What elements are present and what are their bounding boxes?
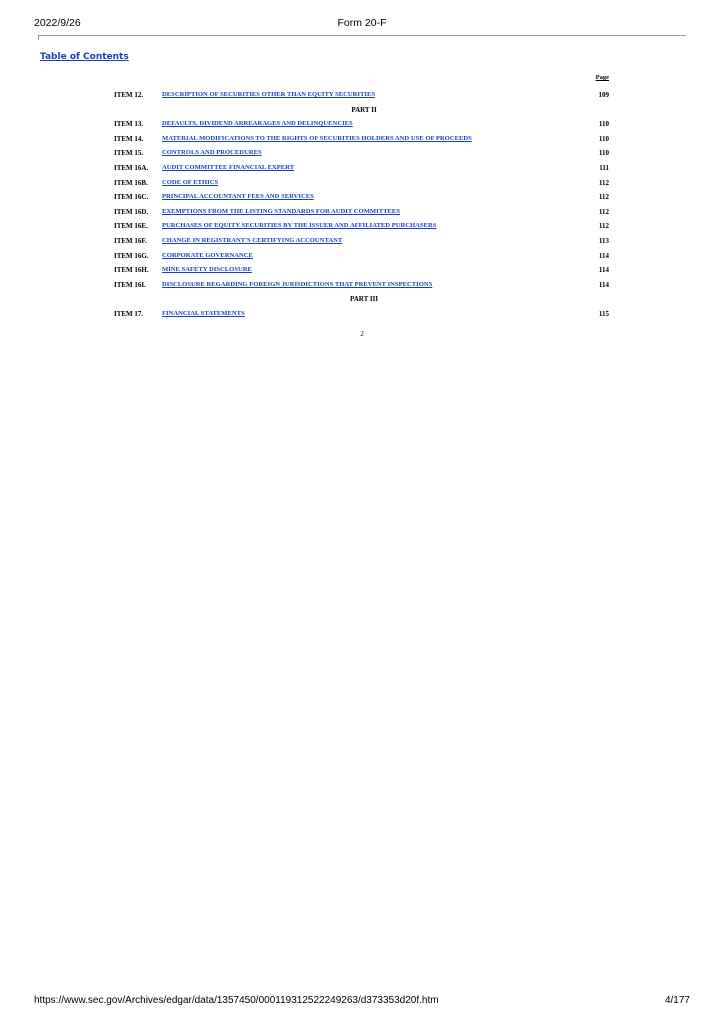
toc-item-link[interactable]: EXEMPTIONS FROM THE LISTING STANDARDS FOR AUDIT COMMITTEES	[162, 207, 400, 215]
toc-item-link[interactable]: PRINCIPAL ACCOUNTANT FEES AND SERVICES	[162, 193, 314, 201]
toc-row	[114, 278, 614, 293]
toc-row	[114, 205, 614, 220]
toc-item-link[interactable]: PURCHASES OF EQUITY SECURITIES BY THE ISSUER AND AFFILIATED PURCHASERS	[162, 222, 437, 230]
print-date: 2022/9/26	[34, 17, 81, 29]
toc-item-link[interactable]: MINE SAFETY DISCLOSURE	[162, 266, 252, 274]
toc-item-link[interactable]: DISCLOSURE REGARDING FOREIGN JURISDICTIONS THAT PREVENT INSPECTIONS	[162, 280, 433, 288]
toc-page-number: 114	[598, 266, 609, 275]
toc-page-number: 112	[598, 193, 609, 202]
page-heading-label: Page	[595, 74, 609, 81]
toc-item-number: ITEM 16B.	[114, 178, 148, 187]
table-of-contents-link[interactable]: Table of Contents	[40, 52, 129, 62]
toc-item-link[interactable]: CODE OF ETHICS	[162, 178, 219, 186]
toc-page-number: 110	[598, 134, 609, 143]
toc-page-number: 109	[598, 91, 609, 99]
part-heading: PART II	[351, 105, 377, 114]
toc-item-link[interactable]: FINANCIAL STATEMENTS	[162, 309, 245, 317]
toc-item-link[interactable]: CONTROLS AND PROCEDURES	[162, 149, 262, 157]
toc-row	[114, 190, 614, 205]
toc-page-number: 110	[598, 149, 609, 158]
toc-page-number: 112	[598, 222, 609, 231]
header-divider	[38, 35, 686, 36]
toc-rows	[114, 88, 614, 322]
page-number: 2	[360, 330, 364, 338]
toc-item-number: ITEM 15.	[114, 149, 144, 158]
toc-item-link[interactable]: DESCRIPTION OF SECURITIES OTHER THAN EQUITY SECURITIES	[162, 91, 376, 98]
page-count: 4/177	[664, 995, 690, 1006]
toc-page-number: 112	[598, 207, 609, 216]
toc-row	[114, 234, 614, 249]
toc-item-link[interactable]: DEFAULTS, DIVIDEND ARREARAGES AND DELINQUENCIES	[162, 120, 353, 128]
toc-item-number: ITEM 16H.	[114, 266, 149, 275]
toc-item-number: ITEM 13.	[114, 120, 144, 129]
toc-page-number: 114	[598, 280, 609, 289]
toc-row	[114, 88, 614, 103]
toc-item-number: ITEM 16F.	[114, 236, 147, 245]
print-header	[34, 17, 690, 31]
toc-item-number: ITEM 16I.	[114, 280, 146, 289]
toc-item-link[interactable]: CHANGE IN REGISTRANT'S CERTIFYING ACCOUNTANT	[162, 236, 343, 244]
toc-page-number: 111	[599, 163, 609, 172]
toc-item-number: ITEM 16D.	[114, 207, 149, 216]
toc-page-number: 114	[598, 251, 609, 260]
print-footer	[34, 995, 690, 1009]
document-url: https://www.sec.gov/Archives/edgar/data/1357450/000119312522249263/d373353d20f.htm	[34, 995, 439, 1006]
toc-row	[114, 146, 614, 161]
toc-page-number: 112	[598, 178, 609, 187]
toc-row	[114, 263, 614, 278]
toc-item-number: ITEM 12.	[114, 91, 144, 99]
print-title: Form 20-F	[337, 17, 387, 29]
toc-item-number: ITEM 16A.	[114, 163, 149, 172]
toc-item-number: ITEM 16C.	[114, 193, 149, 202]
table-of-contents	[114, 74, 614, 322]
toc-item-number: ITEM 16E.	[114, 222, 148, 231]
toc-page-number: 113	[598, 236, 609, 245]
toc-row	[114, 117, 614, 132]
toc-item-number: ITEM 16G.	[114, 251, 149, 260]
toc-row	[114, 307, 614, 322]
toc-row	[114, 219, 614, 234]
part-heading: PART III	[349, 295, 379, 304]
toc-item-link[interactable]: MATERIAL MODIFICATIONS TO THE RIGHTS OF SECURITIES HOLDERS AND USE OF PROCEEDS	[162, 134, 472, 142]
page-column-heading	[114, 74, 614, 88]
toc-page-number: 110	[598, 120, 609, 129]
toc-item-number: ITEM 14.	[114, 134, 144, 143]
toc-row	[114, 161, 614, 176]
toc-row	[114, 249, 614, 264]
toc-item-link[interactable]: CORPORATE GOVERNANCE	[162, 251, 253, 259]
toc-row	[114, 132, 614, 147]
toc-page-number: 115	[598, 309, 609, 318]
toc-row	[114, 176, 614, 191]
toc-item-link[interactable]: AUDIT COMMITTEE FINANCIAL EXPERT	[162, 163, 295, 171]
toc-item-number: ITEM 17.	[114, 309, 144, 318]
